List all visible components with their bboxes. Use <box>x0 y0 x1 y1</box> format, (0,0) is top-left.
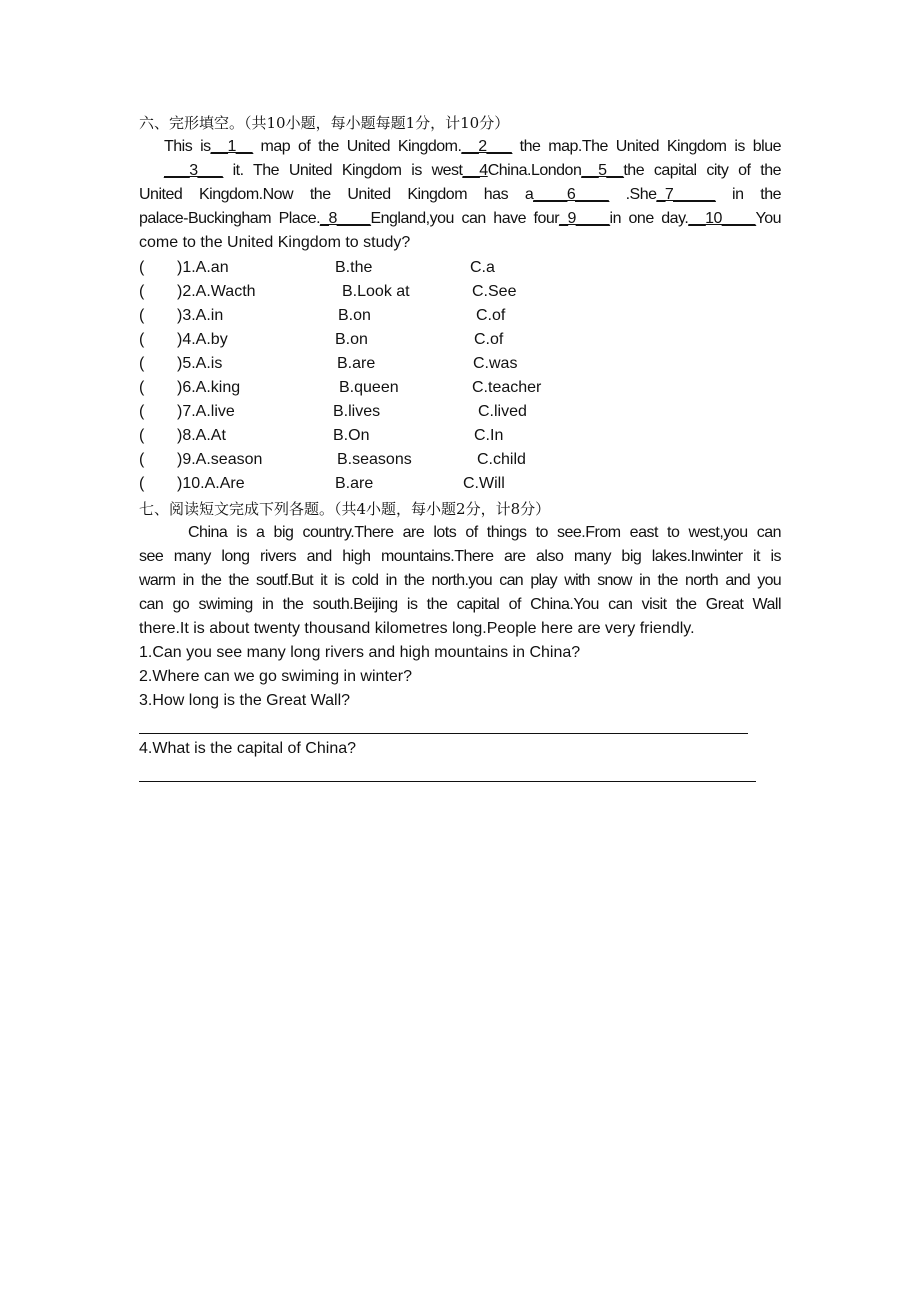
option-c: C.lived <box>478 403 527 420</box>
passage-text: in one day. <box>609 210 689 227</box>
option-a: )3.A.in <box>177 307 224 324</box>
passage-text: the map.The United Kingdom is blue <box>511 138 781 155</box>
option-b: B.on <box>335 331 368 348</box>
answer-bracket[interactable]: ( <box>139 355 145 372</box>
blank[interactable]: ___3___ <box>164 162 223 179</box>
option-b: B.the <box>335 259 373 276</box>
option-b: B.Look at <box>342 283 410 300</box>
passage-text: palace-Buckingham Place. <box>139 210 321 227</box>
passage-text: China.London <box>487 162 582 179</box>
option-row <box>139 376 781 400</box>
answer-bracket[interactable]: ( <box>139 403 145 420</box>
passage-text: the capital city of the <box>623 162 782 179</box>
question-4: 4.What is the capital of China? <box>139 740 357 757</box>
passage-text: United Kingdom.Now the United Kingdom has a <box>139 186 534 203</box>
option-a: )7.A.live <box>177 403 235 420</box>
option-a: )2.A.Wacth <box>177 283 256 300</box>
option-c: C.See <box>472 283 517 300</box>
answer-line-3[interactable] <box>139 733 748 734</box>
cloze-passage-line <box>139 183 781 207</box>
option-b: B.On <box>333 427 370 444</box>
passage-text: This is <box>164 138 211 155</box>
passage-text: .She <box>608 186 657 203</box>
option-c: C.child <box>477 451 526 468</box>
answer-bracket[interactable]: ( <box>139 307 145 324</box>
option-row <box>139 304 781 328</box>
passage-text: You <box>755 210 782 227</box>
option-c: C.In <box>474 427 504 444</box>
blank[interactable]: _7_____ <box>656 186 716 203</box>
answer-bracket[interactable]: ( <box>139 331 145 348</box>
option-b: B.lives <box>333 403 381 420</box>
option-a: )10.A.Are <box>177 475 245 492</box>
passage-text: England,you can have four <box>370 210 560 227</box>
option-a: )6.A.king <box>177 379 241 396</box>
blank[interactable]: __4 <box>462 162 488 179</box>
option-row <box>139 256 781 280</box>
option-c: C.Will <box>463 475 505 492</box>
option-row <box>139 472 781 496</box>
answer-bracket[interactable]: ( <box>139 475 145 492</box>
option-a: )5.A.is <box>177 355 223 372</box>
passage-text: it. The United Kingdom is west <box>222 162 463 179</box>
answer-bracket[interactable]: ( <box>139 427 145 444</box>
answer-bracket[interactable]: ( <box>139 451 145 468</box>
passage-line: China is a big country.There are lots of things to see.From east to west,you can <box>188 524 781 541</box>
answer-bracket[interactable]: ( <box>139 283 145 300</box>
blank[interactable]: __1__ <box>210 138 253 155</box>
option-b: B.seasons <box>337 451 412 468</box>
option-row <box>139 280 781 304</box>
section6-heading: 六、完形填空。（共10小题，每小题每题1分，计10分） <box>139 114 510 132</box>
option-c: C.was <box>473 355 518 372</box>
passage-line: warm in the the soutf.But it is cold in the north.you can play with snow in the north and you <box>139 572 781 589</box>
option-b: B.queen <box>339 379 399 396</box>
passage-text: come to the United Kingdom to study? <box>139 234 411 251</box>
option-row <box>139 424 781 448</box>
blank[interactable]: __10____ <box>688 210 756 227</box>
passage-line: see many long rivers and high mountains.There are also many big lakes.Inwinter it is <box>139 548 781 565</box>
question-1: 1.Can you see many long rivers and high mountains in China? <box>139 644 581 661</box>
option-row <box>139 352 781 376</box>
option-a: )1.A.an <box>177 259 229 276</box>
question-3: 3.How long is the Great Wall? <box>139 692 351 709</box>
option-a: )9.A.season <box>177 451 263 468</box>
blank[interactable]: __5__ <box>581 162 624 179</box>
answer-bracket[interactable]: ( <box>139 379 145 396</box>
passage-text: in the <box>715 186 782 203</box>
passage-line: can go swiming in the south.Beijing is the capital of China.You can visit the Great Wall <box>139 596 781 613</box>
option-row <box>139 448 781 472</box>
answer-bracket[interactable]: ( <box>139 259 145 276</box>
cloze-passage-line <box>164 135 781 159</box>
option-c: C.a <box>470 259 495 276</box>
blank[interactable]: _9____ <box>559 210 610 227</box>
question-2: 2.Where can we go swiming in winter? <box>139 668 413 685</box>
option-c: C.teacher <box>472 379 542 396</box>
option-b: B.are <box>337 355 376 372</box>
option-b: B.on <box>338 307 371 324</box>
option-a: )4.A.by <box>177 331 228 348</box>
option-c: C.of <box>476 307 506 324</box>
cloze-passage-line <box>139 207 781 231</box>
blank[interactable]: __2___ <box>461 138 512 155</box>
cloze-passage-line <box>139 231 781 255</box>
option-row <box>139 400 781 424</box>
option-a: )8.A.At <box>177 427 226 444</box>
blank[interactable]: ____6____ <box>533 186 609 203</box>
cloze-passage-line <box>164 159 781 183</box>
blank[interactable]: _8____ <box>320 210 371 227</box>
passage-line: there.It is about twenty thousand kilometres long.People here are very friendly. <box>139 620 695 637</box>
option-c: C.of <box>474 331 504 348</box>
section7-heading: 七、阅读短文完成下列各题。（共4小题，每小题2分，计8分） <box>139 500 551 518</box>
answer-line-4[interactable] <box>139 781 756 782</box>
passage-text: map of the United Kingdom. <box>252 138 462 155</box>
option-row <box>139 328 781 352</box>
option-b: B.are <box>335 475 374 492</box>
